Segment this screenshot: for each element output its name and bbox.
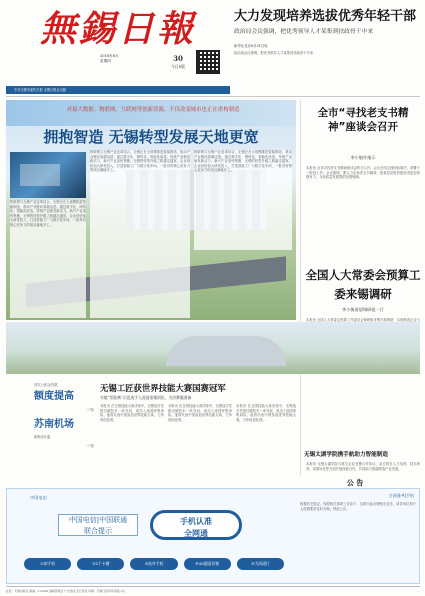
column-divider [300,100,301,476]
story4-headline[interactable]: 无锡太湖学院携手航助力智能制造 [304,452,388,458]
ad-phone-label: 全网通·A|手机 [388,493,414,498]
ad-tiers [24,558,284,570]
brief1-title[interactable]: 额度提高 [34,391,74,402]
story3-headline[interactable]: 全国人大常委会预算工委来锡调研 [305,268,421,301]
brief2-page: →7版 [86,444,94,448]
ad-tier: ①初手机 [24,558,71,570]
ad-joint-line1: 中国电信|中国联通 [68,516,128,524]
story5-headline[interactable]: 无锡工匠获世界技能大赛国赛冠军 [100,383,226,393]
ad-badge [150,510,242,540]
story2-sub: 李小敏作指示 [350,155,376,160]
edition-box [165,54,191,76]
date-box [100,54,160,74]
info-strip-text: 中共无锡市委机关报 无锡日报社出版 [14,88,67,92]
ad-joint-line2: 联合提示 [84,527,112,535]
ad-tier: ④4G随意切换 [184,558,231,570]
ad-joint-notice [58,514,138,536]
story2-headline[interactable]: 全市“寻找老支书精神”座谈会召开 [317,107,409,133]
story5-body-col3: 本报讯 在全国技能大赛决赛中，无锡选手凭借过硬技术一举夺冠，成功入选国家集训队。他将代表中国参加世界技能大赛，力争再创佳绩。 [236,404,296,422]
feature-body-col2: 物联网与无锡产业变革结合，无锡正在大规模推进智能制造，推动产业链向高端迈进。通过数字化、网络化、智能化改造，传统产业焕发新活力，新兴产业加快集聚，无锡的转型升级之路越走越宽。企业纷纷加大研发投入，打造智能工厂与数字化车间，一批具有核心竞争力的项目落地开工。 [90,150,190,318]
notice-body: 根据有关规定，现将相关事项公告如下：自即日起办理相关业务，请各单位和个人按照要求及时办理。特此公告。 [300,502,416,542]
feature-body-col1: 物联网与无锡产业变革结合，无锡正在大规模推进智能制造，推动产业链向高端迈进。通过数字化、网络化、智能化改造，传统产业焕发新活力，新兴产业加快集聚，无锡的转型升级之路越走越宽。企业纷纷加大研发投入，打造智能工厂与数字化车间，一批具有核心竞争力的项目落地开工。 [10,200,86,318]
brief2-sub: 新航线开通 [34,435,50,439]
inset-photo [10,152,86,198]
brief-label: 首次公积金贷款 [34,383,58,387]
story4-body: 本报讯 无锡太湖学院与航空企业签署合作协议，双方将在人才培养、技术研发、成果转化等方面开展深度合作，共同助力智能制造产业发展。 [306,462,420,471]
brief1-page: →7版 [86,408,94,412]
feature-headline[interactable]: 拥抱智造 无锡转型发展天地更宽 [43,128,259,146]
story5-sub: 实境“零距离”示范选手入选国家集训队，为决赛做准备 [100,395,192,400]
story2-body: 本报讯 全市寻找老支书精神座谈会昨日召开，会议总结交流经验做法，部署下一阶段工作。会议强调，要大力弘扬老支书精神，把基层党组织建设得更加坚强有力，为高质量发展提供坚强保障。 [306,166,420,180]
brief2-title[interactable]: 苏南机场 [34,419,74,430]
lead-body: 政治局会议强调，把优秀领导人才某集到扶政骨干中来 [234,51,314,55]
lead-subhead: 政治局会议强调，把优秀领导人才某集到扶政骨干中来 [234,29,374,35]
notice-title: 公 告 [346,479,364,487]
feature-body-col3: 物联网与无锡产业变革结合，无锡正在大规模推进智能制造，推动产业链向高端迈进。通过数字化、网络化、智能化改造，传统产业焕发新活力，新兴产业加快集聚，无锡的转型升级之路越走越宽。企业纷纷加大研发投入，打造智能工厂与数字化车间，一批具有核心竞争力的项目落地开工。 [194,150,292,250]
edition-unit: 今日8版 [171,64,185,69]
story5-body-col2: 本报讯 在全国技能大赛决赛中，无锡选手凭借过硬技术一举夺冠，成功入选国家集训队。他将代表中国参加世界技能大赛，力争再创佳绩。 [168,404,232,422]
qr-code-icon [196,50,220,74]
story5-body-col1: 本报讯 在全国技能大赛决赛中，无锡选手凭借过硬技术一举夺冠，成功入选国家集训队。他将代表中国参加世界技能大赛，力争再创佳绩。 [100,404,164,422]
ad-tier: ②2个卡槽 [77,558,124,570]
photo-strip-hall [166,336,286,366]
edition-number: 30 [173,54,183,63]
lead-byline: 新华社北京8月31日电 [234,44,268,48]
story3-body: 本报讯 全国人大常委会预算工作委员会调研组来锡开展调研，实地察看企业与 [306,318,420,322]
date-line: 2018年8月 [100,54,119,58]
lead-headline[interactable]: 大力发现培养选拔优秀年轻干部 [234,9,417,24]
weekday-line: 星期四 [100,59,111,63]
story3-sub: 李小敏看望调研组一行 [342,307,384,312]
footer: 社址：无锡市新区 邮编：214000 编辑部电话 广告热线 发行热线 印刷：无锡日报印务有限公司 [6,586,420,594]
feature-kicker: 对接大数据、物联网、互联网等创新资源，不仅改变城市也正在重构制造 [66,107,240,113]
ad-badge-line1: 手机认准 [180,517,212,526]
ad-badge-line2: 全网通 [184,529,208,538]
divider [6,96,420,97]
ad-brand: 中国电信 [30,495,47,500]
masthead-title: 無錫日報 [40,8,197,50]
ad-tier: ③选对手机 [130,558,177,570]
photo-strip [6,322,420,374]
ad-tier: ⑤大网通行 [237,558,284,570]
